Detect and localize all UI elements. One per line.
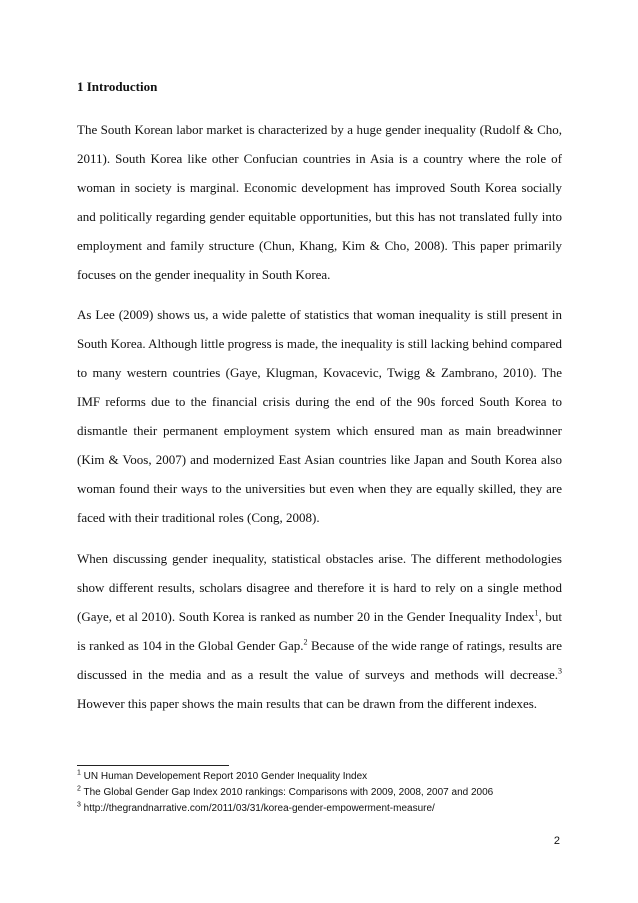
footnote-3 bbox=[77, 801, 562, 817]
footnote-separator bbox=[77, 765, 229, 766]
section-heading: 1 Introduction bbox=[77, 79, 158, 94]
footnote-text: The Global Gender Gap Index 2010 rankings: Comparisons with 2009, 2008, 2007 and 2006 bbox=[80, 787, 494, 798]
footnotes bbox=[77, 769, 562, 817]
footnote-ref-2: 2 bbox=[303, 637, 308, 647]
paragraph-1: The South Korean labor market is characterized by a huge gender inequality (Rudolf & Cho, 2011). South Korea like other Confucian countries in Asia is a country where the role of woman in society is marginal. Economic development has improved South Korea socially and politically regarding gender equitable opportunities, but this has not translated fully into employment and family structure (Chun, Khang, Kim & Cho, 2008). This paper primarily focuses on the gender inequality in South Korea. bbox=[77, 122, 562, 282]
paragraph-2: As Lee (2009) shows us, a wide palette of statistics that woman inequality is still present in South Korea. Although little progress is made, the inequality is still lacking behind compared to many western countries (Gaye, Klugman, Kovacevic, Twigg & Zambrano, 2010). The IMF reforms due to the financial crisis during the end of the 90s forced South Korea to dismantle their permanent employment system which ensured man as main breadwinner (Kim & Voos, 2007) and modernized East Asian countries like Japan and South Korea also woman found their ways to the universities but even when they are equally skilled, they are faced with their traditional roles (Cong, 2008). bbox=[77, 307, 562, 525]
paragraph-3-text-c: Because of the wide range of ratings, results are discussed in the media and as a result the value of surveys and methods will decrease. bbox=[77, 638, 562, 682]
paragraph-3-text-b: , but is ranked as 104 in the Global Gender Gap. bbox=[77, 609, 562, 653]
footnote-1 bbox=[77, 769, 562, 785]
page-number: 2 bbox=[553, 835, 560, 847]
footnote-text: UN Human Developement Report 2010 Gender Inequality Index bbox=[80, 771, 368, 782]
paragraph-3 bbox=[77, 544, 562, 718]
footnote-number: 2 bbox=[77, 785, 81, 793]
footnote-2 bbox=[77, 785, 562, 801]
footnote-ref-3: 3 bbox=[558, 666, 562, 676]
footnote-number: 1 bbox=[77, 769, 81, 777]
footnote-number: 3 bbox=[77, 801, 81, 809]
paragraph-3-text-a: When discussing gender inequality, statistical obstacles arise. The different methodologies show different results, scholars disagree and therefore it is hard to rely on a single method (Gaye, et al 2010). South Korea is ranked as number 20 in the Gender Inequality Index bbox=[77, 551, 562, 624]
footnote-text: http://thegrandnarrative.com/2011/03/31/korea-gender-empowerment-measure/ bbox=[80, 803, 435, 814]
footnote-ref-1: 1 bbox=[534, 608, 539, 618]
paragraph-3-text-d: However this paper shows the main results that can be drawn from the different indexes. bbox=[77, 696, 538, 711]
